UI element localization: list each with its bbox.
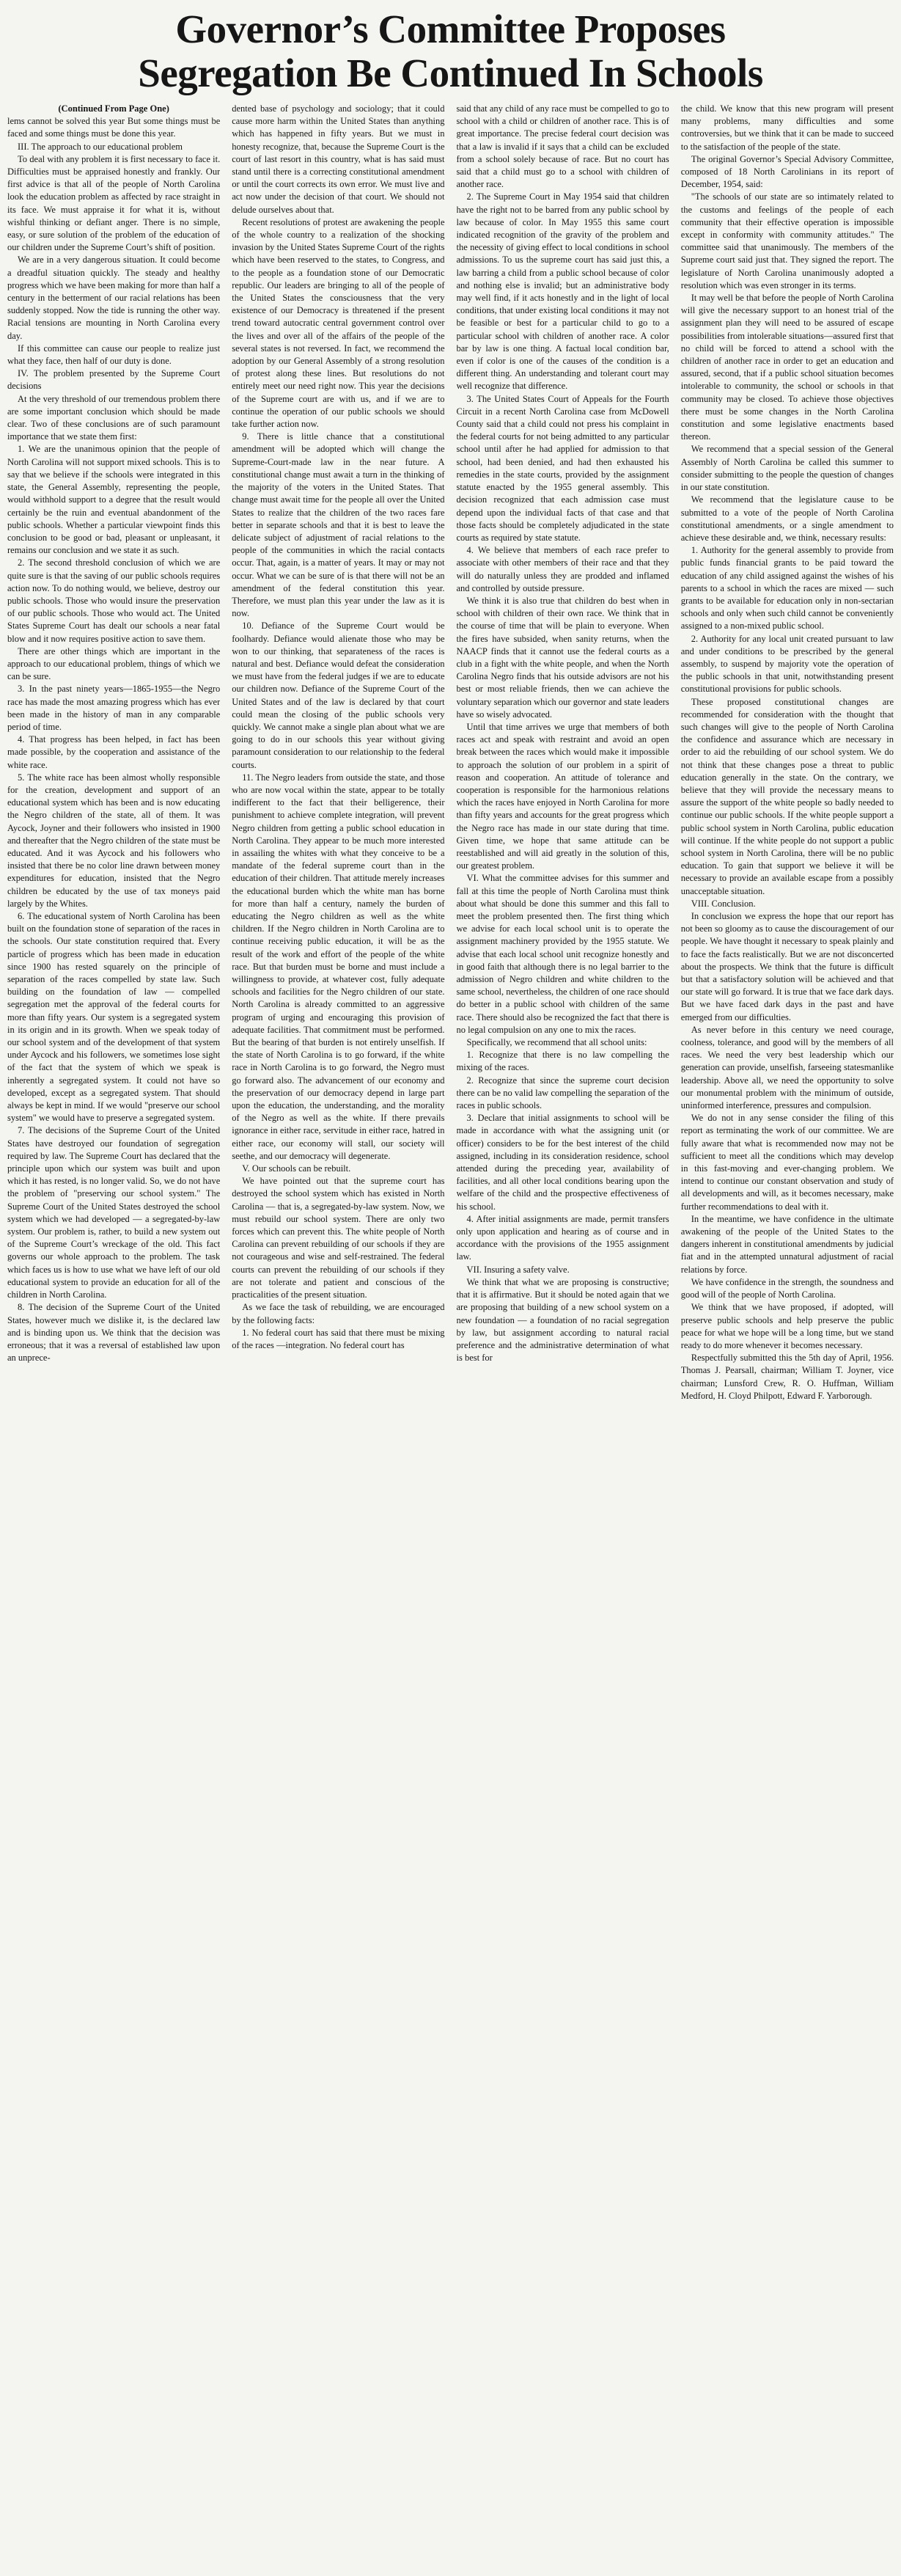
article-paragraph: We have confidence in the strength, the soundness and good will of the people of North Carolina. bbox=[680, 1276, 894, 1300]
article-paragraph: Respectfully submitted this the 5th day of April, 1956. Thomas J. Pearsall, chairman; William T. Joyner, vice chairman; Lunsford Crew, R. O. Huffman, William Medford, H. Cloyd Philpott, Edward F. Yarborough. bbox=[680, 1353, 894, 1401]
article-paragraph: 7. The decisions of the Supreme Court of the United States have destroyed our foundation of segregation required by law. The Supreme Court has declared that the principle upon which our system was built and upon which it has rested, is no longer valid. So, we do not have the problem of "preserving our school system." The Supreme Court of the United States destroyed the school system which we had developed — a segregated-by-law system. Our problem is, rather, to build a new system out of the Supreme Court’s wreckage of the old. This fact governs our whole approach to the problem. The task which faces us is how to use what we have left of our old educational system to provide an education for all of the children in North Carolina. bbox=[7, 1125, 221, 1300]
article-paragraph: We think it is also true that children do best when in school with children of their own race. We think that in the course of time that will be plain to everyone. When the fires have subsided, when sanity returns, when the NAACP finds that it cannot use the federal courts as a club in a fight with the white people, and when the North Carolina Negro finds that his outside advisors are not his best or most reliable friends, then we can achieve the voluntary separation which our governor and state leaders have so wisely advocated. bbox=[456, 595, 669, 720]
article-column-3 bbox=[457, 103, 669, 2572]
article-paragraph: 3. The United States Court of Appeals for the Fourth Circuit in a recent North Carolina case from McDowell County said that a child could not press his complaint in the federal courts for not being admitted to any particular school until after he had applied for admission to that school, had been denied, and had then exhausted his remedies in the state courts, provided by the assignment statute enacted by the 1955 general assembly. This decision recognized that each admission case must depend upon the individual facts of that case and that those facts should be completely adjudicated in the state courts as required by state statute. bbox=[456, 393, 669, 543]
article-paragraph: There are other things which are important in the approach to our educational problem, things of which we can be sure. bbox=[7, 645, 221, 682]
article-paragraph: VII. Insuring a safety valve. bbox=[466, 1264, 570, 1275]
article-paragraph: 3. Declare that initial assignments to school will be made in accordance with what the assigning unit (or officer) considers to be for the best interest of the child assigned, including in its consideration residence, school attended during the preceding year, availability of facilities, and all other local conditions bearing upon the welfare of the child and the prospective effectiveness of his school. bbox=[456, 1113, 669, 1212]
article-paragraph: VIII. Conclusion. bbox=[691, 898, 756, 909]
article-paragraph: 9. There is little chance that a constitutional amendment will be adopted which will change the Supreme-Court-made law in the near future. A constitutional change must await a turn in the thinking of the majority of the voters in the United States. That change must await time for the people all over the United States to realize that the children of the two races fare better in separate schools and that it is best to leave the delicate subject of adjustment of racial relations to the people of the communities in which the racial contacts occur. That, again, is a matter of years. It may or may not occur. What we can be sure of is that there will not be an amendment of the federal constitution this year. Therefore, we must plan this year under the law as it is now. bbox=[232, 431, 445, 619]
article-paragraph: In the meantime, we have confidence in the ultimate awakening of the people of the United States to the dangers inherent in constitutional amendments by judicial fiat and in the attempted unnatural adjustment of racial relations by force. bbox=[680, 1213, 894, 1275]
article-paragraph: 8. The decision of the Supreme Court of the United States, however much we dislike it, is the declared law and is binding upon us. We think that the decision was erroneous; that it was a reversal of established law upon an unprece- bbox=[7, 1302, 221, 1364]
article-paragraph: We recommend that a special session of the General Assembly of North Carolina be called this summer to consider submitting to the people the question of changes in our state constitution. bbox=[680, 444, 894, 493]
article-paragraph: 4. That progress has been helped, in fact has been made possible, by the cooperation and assistance of the white race. bbox=[7, 734, 221, 770]
headline-line-1: Governor’s Committee Proposes bbox=[175, 7, 726, 51]
headline-line-2: Segregation Be Continued In Schools bbox=[138, 51, 763, 95]
article-paragraph: lems cannot be solved this year But some things must be faced and some things must be done this year. bbox=[7, 116, 221, 139]
article-paragraph: the child. We know that this new program will present many problems, many difficulties and some controversies, but we think that it can be made to succeed to the satisfaction of the people of the state. bbox=[680, 103, 894, 152]
article-paragraph: Until that time arrives we urge that members of both races act and speak with restraint and avoid an open break between the races which would make it impossible to approach the solution of our problem in a spirit of reason and cooperation. An attitude of tolerance and cooperation is responsible for the harmonious relations which the races have enjoyed in North Carolina for more than fifty years and accounts for the great progress which the Negro race has made in our state during that time. Given time, we hope that same attitude can be reestablished and will aid greatly in the solution of this, our greatest problem. bbox=[456, 721, 669, 871]
article-column-1 bbox=[7, 103, 220, 2572]
article-paragraph: Recent resolutions of protest are awakening the people of the whole country to a realization of the shocking invasion by the United States Supreme Court of the rights which have been reserved to the states, to Congress, and to the people as a foundation stone of our Democratic republic. Our leaders are bringing to all of the people of the United States the consciousness that the very existence of our Democracy is threatened if the present trend toward autocratic central government control over the lives and over all of the affairs of the people of the several states is not reversed. In fact, we recommend the adoption by our General Assembly of a strong resolution of protest along these lines. But resolutions do not entirely meet our need right now. This year the decisions of the Supreme court are with us, and if we are to continue the operation of our public schools we should take further action now. bbox=[232, 216, 445, 430]
article-paragraph: We have pointed out that the supreme court has destroyed the school system which has existed in North Carolina — that is, a segregated-by-law system. Now, we must rebuild our school system. There are only two forces which can prevent this. The white people of North Carolina can prevent rebuilding of our schools if they are not courageous and wise and self-restrained. The federal courts can prevent the rebuilding of our schools if they are not tolerate and patient and conscious of the practicalities of the present situation. bbox=[232, 1176, 445, 1300]
article-columns bbox=[7, 103, 894, 2572]
headline bbox=[7, 7, 894, 95]
article-paragraph: (Continued From Page One) bbox=[58, 103, 169, 114]
article-paragraph: V. Our schools can be rebuilt. bbox=[242, 1163, 351, 1174]
article-paragraph: As never before in this century we need courage, coolness, tolerance, and good will by the members of all races. We need the very best leadership which our generation can provide, unselfish, farseeing statesmanlike leadership. Above all, we need the opportunity to solve our monumental problem with the minimum of outside, uninformed interference, pressures and compulsion. bbox=[680, 1024, 894, 1111]
article-paragraph: dented base of psychology and sociology; that it could cause more harm within the United States than anything which has happened in fifty years. But we must in honesty recognize, that, because the Supreme Court is the court of last resort in this country, what is has said must stand until there is a correcting constitutional amendment or until the court corrects its own error. We must live and act now under the decision of that court. We should not delude ourselves about that. bbox=[232, 103, 445, 215]
article-column-2 bbox=[232, 103, 444, 2572]
article-paragraph: 2. The Supreme Court in May 1954 said that children have the right not to be barred from any public school by law because of color. In May 1955 this same court indicated recognition of the gravity of the problem and the necessity of giving effect to local conditions in school admissions. To us the supreme court has said just this, a law barring a child from a public school because of color and nothing else is invalid; but an administrative body may well find, if it acts honestly and in the light of local conditions, that under existing local conditions it may not be feasible or best for a particular child to go to a particular school with children of another race. A color bar by law is one thing. A factual local condition bar, even if color is one of the causes of the condition is a different thing. An understanding and tolerant court may well recognize that difference. bbox=[456, 191, 669, 392]
article-paragraph: We think that what we are proposing is constructive; that it is affirmative. But it should be noted again that we are proposing that building of a new school system on a new foundation — a foundation of no racial segregation by law, but assignment according to natural racial preference and the administrative determination of what is best for bbox=[456, 1276, 669, 1364]
article-column-4 bbox=[681, 103, 894, 2572]
article-paragraph: 1. No federal court has said that there must be mixing of the races —integration. No federal court has bbox=[232, 1327, 445, 1350]
article-paragraph: We recommend that the legislature cause to be submitted to a vote of the people of North Carolina constitutional amendments, or a single amendment to achieve these desirable and, we think, necessary results: bbox=[680, 494, 894, 543]
article-paragraph: We do not in any sense consider the filing of this report as terminating the work of our committee. We are fully aware that what is recommended now may not be sufficient to meet all the conditions which may develop in this fast-moving and ever-changing problem. We intend to continue our constant observation and study of all developments and will, as it becomes necessary, make further recommendations to deal with it. bbox=[680, 1113, 894, 1212]
article-paragraph: 2. The second threshold conclusion of which we are quite sure is that the saving of our public schools requires action now. To do nothing would, we believe, destroy our public schools. Those who would insure the preservation of our public schools. Those who would act. The United States Supreme Court has dealt our schools a near fatal blow and it now requires positive action to save them. bbox=[7, 557, 221, 644]
article-paragraph: We think that we have proposed, if adopted, will preserve public schools and help preserve the public peace for what we hope will be a long time, but we stand ready to do more whenever it becomes necessary. bbox=[680, 1302, 894, 1350]
article-paragraph: In conclusion we express the hope that our report has not been so gloomy as to cause the discouragement of our people. We have thought it necessary to speak plainly and to face the facts realistically. But we are not disconcerted about the prospects. We think that the future is difficult but that a satisfactory solution will be achieved and that our state will go forward. It is true that we face dark days. But we have faced dark days in the past and have emerged from our difficulties. bbox=[680, 911, 894, 1022]
article-paragraph: 6. The educational system of North Carolina has been built on the foundation stone of separation of the races in the schools. Our state constitution required that. Every particle of progress which has been made in education since 1900 has rested squarely on the principle of separation of the races compelled by state law. Such building on the foundation of law — compelled segregation met the approval of the federal courts for more than fifty years. Our system is a segregated system in its origin and in its growth. When we speak today of our school system and of the development of that system under Aycock and his followers, we sometimes lose sight of the fact that the system of which we speak is inherently a segregated system. It could not have so developed, except as a segregated system. That should always be kept in mind. If we would "preserve our school system" we would have to preserve a segregated system. bbox=[7, 911, 221, 1124]
article-paragraph: 2. Recognize that since the supreme court decision there can be no valid law compelling the separation of the races in public schools. bbox=[456, 1075, 669, 1111]
article-paragraph: 1. We are the unanimous opinion that the people of North Carolina will not support mixed schools. This is to say that we believe if the schools were integrated in this state, the General Assembly, representing the people, would withhold support to a degree that the result would certainly be the ruin and eventual abandonment of the public schools. Whether a particular viewpoint finds this conclusion to be good or bad, pleasant or unpleasant, it remains our conclusion and we state it as such. bbox=[7, 444, 221, 556]
article-paragraph: If this committee can cause our people to realize just what they face, then half of our duty is done. bbox=[7, 343, 221, 367]
article-paragraph: As we face the task of rebuilding, we are encouraged by the following facts: bbox=[232, 1302, 445, 1325]
article-paragraph: 1. Recognize that there is no law compelling the mixing of the races. bbox=[456, 1050, 669, 1073]
article-paragraph: VI. What the committee advises for this summer and fall at this time the people of North Carolina must think about what should be done this summer and this fall to meet the problem presented then. The first thing which we advise for each local school unit is to operate the assignment machinery provided by the 1955 statute. We advise that each local school unit recognize honestly and in good faith that although there is no legal barrier to the admission of Negro children and white children to the same school, nevertheless, the children of one race should do better in a public school with children of the same race. There should also be recognized the fact that there is no legal compulsion on any one to mix the races. bbox=[456, 873, 669, 1035]
article-paragraph: said that any child of any race must be compelled to go to school with a child or children of another race. This is of great importance. The precise federal court decision was that a law is invalid if it says that a child can be excluded from a school solely because of race. But no court has said that a child must go to a school with children of another race. bbox=[456, 103, 669, 190]
article-paragraph: It may well be that before the people of North Carolina will give the necessary support to an honest trial of the assignment plan they will need to be assured of escape possibilities from intolerable situations—assured first that no child will be forced to attend a school with the children of another race in order to get an education and assured, second, that if a public school situation becomes intolerable to community, the school or schools in that community may be closed. To achieve those objectives there must be some changes in the North Carolina constitution and some legislative enactments based thereon. bbox=[680, 293, 894, 442]
article-paragraph: To deal with any problem it is first necessary to face it. Difficulties must be appraised honestly and frankly. Our first advice is that all of the people of North Carolina look the education problem as affected by race straight in its face. We must appraise it for what it is, without wishful thinking or defiant anger. There is no simple, easy, or sure solution of the problem of the education of our children under the Supreme Court’s shift of position. bbox=[7, 153, 221, 253]
article-paragraph: 4. We believe that members of each race prefer to associate with other members of their race and that they will do naturally unless they are prodded and inflamed and controlled by outside pressure. bbox=[456, 545, 669, 593]
article-paragraph: III. The approach to our educational problem bbox=[18, 141, 183, 152]
article-paragraph: IV. The problem presented by the Supreme Court decisions bbox=[7, 368, 221, 392]
article-paragraph: At the very threshold of our tremendous problem there are some important conclusion which should be made clear. Two of these conclusions are of such paramount importance that we state them first: bbox=[7, 393, 221, 442]
article-paragraph: We are in a very dangerous situation. It could become a dreadful situation quickly. The steady and healthy progress which we have been making for more than half a century in the betterment of our racial relations has been suddenly stopped. Now the tide is running the other way. Racial tensions are mounting in North Carolina every day. bbox=[7, 255, 221, 341]
article-paragraph: 5. The white race has been almost wholly responsible for the creation, development and support of an educational system which has been and is now educating the Negro children of the state, all of them. It was Aycock, Joyner and their followers who insisted in 1900 and thereafter that the Negro children of the state must be educated. And it was Aycock and his followers who insisted that there be no color line drawn between money expenditures for education, insisted that the Negro children be educated by the use of tax moneys paid largely by the Whites. bbox=[7, 772, 221, 909]
article-paragraph: 2. Authority for any local unit created pursuant to law and under conditions to be prescribed by the general assembly, to suspend by majority vote the operation of the public schools in that unit, notwithstanding present constitutional provisions for public schools. bbox=[680, 633, 894, 695]
article-paragraph: The original Governor’s Special Advisory Committee, composed of 18 North Carolinians in its report of December, 1954, said: bbox=[680, 153, 894, 190]
article-paragraph: Specifically, we recommend that all school units: bbox=[466, 1037, 647, 1048]
article-paragraph: 3. In the past ninety years—1865-1955—the Negro race has made the most amazing progress which has ever been made in the history of man in any comparable period of time. bbox=[7, 684, 221, 732]
article-paragraph: These proposed constitutional changes are recommended for consideration with the thought that such changes will give to the people of North Carolina the confidence and assurance which are necessary in order to aid the rebuilding of our school system. We do not think that these changes pose a threat to public education generally in the state. On the contrary, we believe that they will provide the necessary means to assure the support of the white people so badly needed to continue our public schools. If the white people support a public school system in North Carolina, public education will continue. If the white people do not support a public school system in North Carolina, there will be no public education. To gain that support we believe it will be necessary to provide an available escape from a possibly unacceptable situation. bbox=[680, 696, 894, 896]
article-paragraph: 1. Authority for the general assembly to provide from public funds financial grants to be paid toward the education of any child assigned against the wishes of his parents to a school in which the races are mixed — such grants to be available for education only in non-sectarian schools and only when such child cannot be conveniently assigned to a non-mixed public school. bbox=[680, 545, 894, 632]
article-paragraph: 10. Defiance of the Supreme Court would be foolhardy. Defiance would alienate those who may be won to our thinking, that separateness of the races is natural and best. Defiance would defeat the consideration we must have from the federal judges if we are to educate our children now. Defiance of the Supreme Court of the United States and of the law is declared by that court could mean the closing of the public schools very quickly. We cannot make a single plan about what we are going to do in our schools this year without giving paramount consideration to our relationship to the federal courts. bbox=[232, 621, 445, 770]
article-paragraph: 4. After initial assignments are made, permit transfers only upon application and hearing as of course and in accordance with the provisions of the 1955 assignment law. bbox=[456, 1213, 669, 1262]
article-paragraph: 11. The Negro leaders from outside the state, and those who are now vocal within the state, appear to be totally indifferent to the fact that their belligerence, their punishment to achieve complete integration, will prevent Negro children from getting a public school education in North Carolina. They appear to be much more interested in assailing the whites with what they conceive to be a mandate of the federal supreme court than in the education of their children. That attitude merely increases the educational burden which the white man has borne for more than half a century, namely the burden of educating the Negro children as well as the white children. If the Negro children in North Carolina are to continue receiving public education, it will be as the result of the work and effort of the people of the white race. But that burden must be borne and must include a willingness to provide, at whatever cost, fully adequate schools and facilities for the Negro children of our state. North Carolina is already committed to an aggressive program of urging and encouraging this provision of adequate facilities. That commitment must be performed. But the bearing of that burden is not entirely unselfish. If the state of North Carolina is to go forward, if the white race in North Carolina is to go forward, the Negro must go forward also. The advancement of our economy and the preservation of our democracy depend in large part upon the education, the understanding, and the morality of the Negro as well as the white. If there prevails ignorance in either race, servitude in either race, hatred in either race, our economy will stall, our society will seethe, and our democracy will degenerate. bbox=[232, 772, 445, 1161]
article-paragraph: "The schools of our state are so intimately related to the customs and feelings of the people of each community that their effective operation is impossible except in conformity with community attitudes." The committee said that unanimously. The members of the Supreme court said just that. They signed the report. The legislature of North Carolina unanimously adopted a resolution which was even stronger in its terms. bbox=[680, 191, 894, 290]
